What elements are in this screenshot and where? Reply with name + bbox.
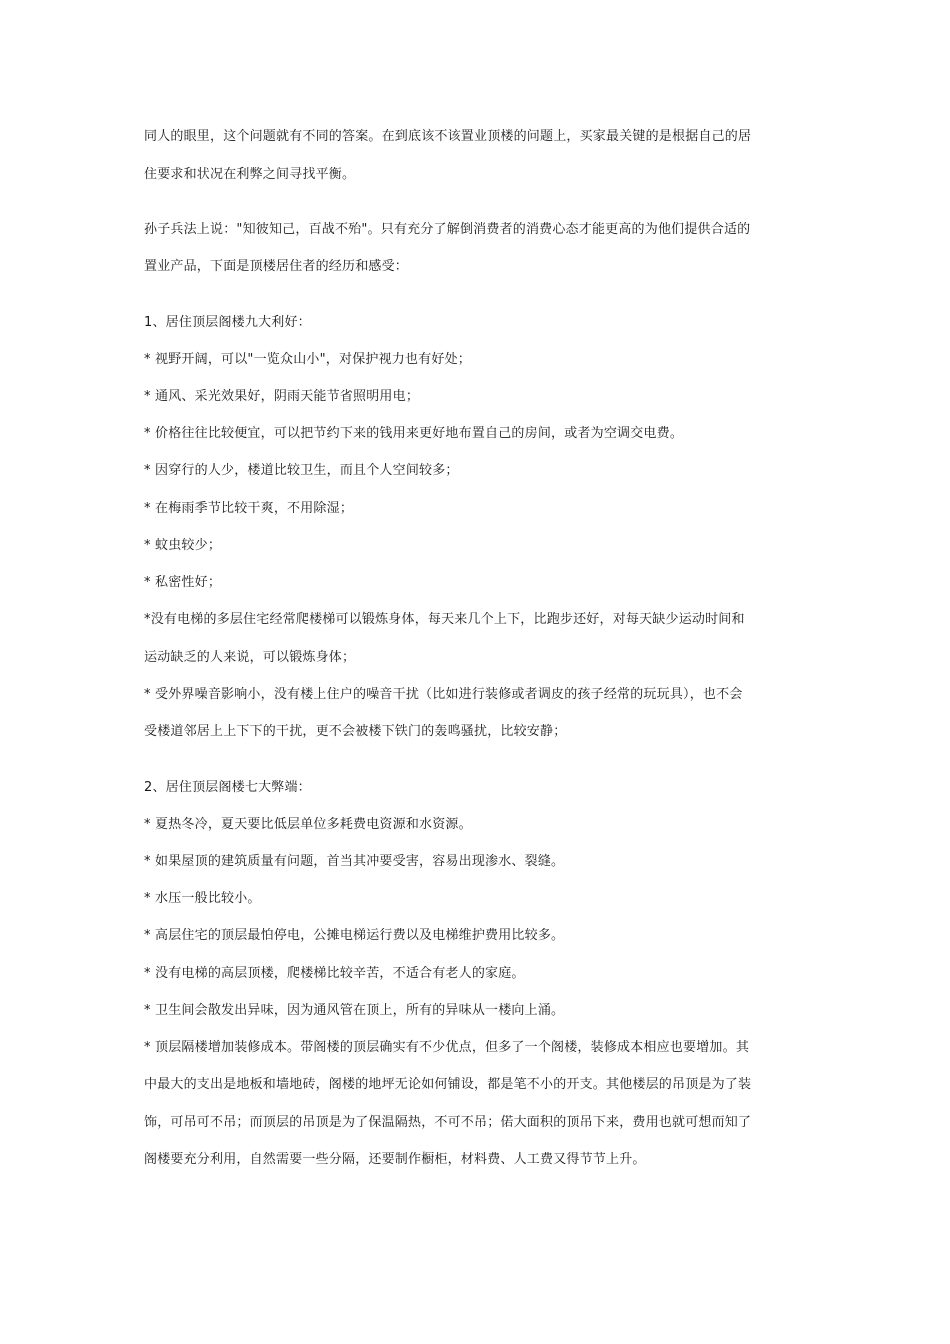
list-item: *没有电梯的多层住宅经常爬楼梯可以锻炼身体，每天来几个上下，比跑步还好，对每天缺少运动时间和 bbox=[144, 612, 745, 627]
list-item-continuation: 运动缺乏的人来说，可以锻炼身体； bbox=[144, 650, 356, 665]
paragraph-2-line-2: 置业产品，下面是顶楼居住者的经历和感受： bbox=[144, 259, 409, 274]
paragraph-2-line-1: 孙子兵法上说："知彼知己，百战不殆"。只有充分了解倒消费者的消费心态才能更高的为他们提供合适的 bbox=[144, 222, 751, 237]
section-2-heading: 2、居住顶层阁楼七大弊端： bbox=[144, 780, 311, 795]
list-item: * 私密性好； bbox=[144, 575, 222, 590]
list-item-continuation: 饰，可吊可不吊；而顶层的吊顶是为了保温隔热，不可不吊；偌大面积的顶吊下来，费用也就可想而知了 bbox=[144, 1115, 752, 1130]
section-1-heading: 1、居住顶层阁楼九大利好： bbox=[144, 315, 311, 330]
paragraph-1-line-1: 同人的眼里，这个问题就有不同的答案。在到底该不该置业顶楼的问题上，买家最关键的是根据自己的居 bbox=[144, 129, 752, 144]
list-item: * 受外界噪音影响小，没有楼上住户的噪音干扰（比如进行装修或者调皮的孩子经常的玩玩具），也不会 bbox=[144, 687, 743, 702]
list-item: * 顶层隔楼增加装修成本。带阁楼的顶层确实有不少优点，但多了一个阁楼，装修成本相应也要增加。其 bbox=[144, 1040, 750, 1055]
list-item-continuation: 阁楼要充分利用，自然需要一些分隔，还要制作橱柜，材料费、人工费又得节节上升。 bbox=[144, 1152, 646, 1167]
list-item: * 蚊虫较少； bbox=[144, 538, 222, 553]
list-item: * 水压一般比较小。 bbox=[144, 891, 261, 906]
list-item-continuation: 中最大的支出是地板和墙地砖，阁楼的地坪无论如何铺设，都是笔不小的开支。其他楼层的吊顶是为了装 bbox=[144, 1077, 752, 1092]
list-item: * 夏热冬冷，夏天要比低层单位多耗费电资源和水资源。 bbox=[144, 817, 472, 832]
list-item: * 在梅雨季节比较干爽，不用除湿； bbox=[144, 501, 354, 516]
list-item: * 卫生间会散发出异味，因为通风管在顶上，所有的异味从一楼向上涌。 bbox=[144, 1003, 565, 1018]
paragraph-1-line-2: 住要求和状况在利弊之间寻找平衡。 bbox=[144, 167, 356, 182]
list-item: * 没有电梯的高层顶楼，爬楼梯比较辛苦，不适合有老人的家庭。 bbox=[144, 966, 525, 981]
list-item-continuation: 受楼道邻居上上下下的干扰，更不会被楼下铁门的轰鸣骚扰，比较安静； bbox=[144, 724, 567, 739]
list-item: * 价格往往比较便宜，可以把节约下来的钱用来更好地布置自己的房间，或者为空调交电费。 bbox=[144, 426, 684, 441]
list-item: * 高层住宅的顶层最怕停电，公摊电梯运行费以及电梯维护费用比较多。 bbox=[144, 928, 565, 943]
list-item: * 通风、采光效果好，阴雨天能节省照明用电； bbox=[144, 389, 420, 404]
list-item: * 如果屋顶的建筑质量有问题，首当其冲要受害，容易出现渗水、裂缝。 bbox=[144, 854, 565, 869]
list-item: * 视野开阔，可以"一览众山小"，对保护视力也有好处； bbox=[144, 352, 471, 367]
list-item: * 因穿行的人少，楼道比较卫生，而且个人空间较多； bbox=[144, 463, 459, 478]
